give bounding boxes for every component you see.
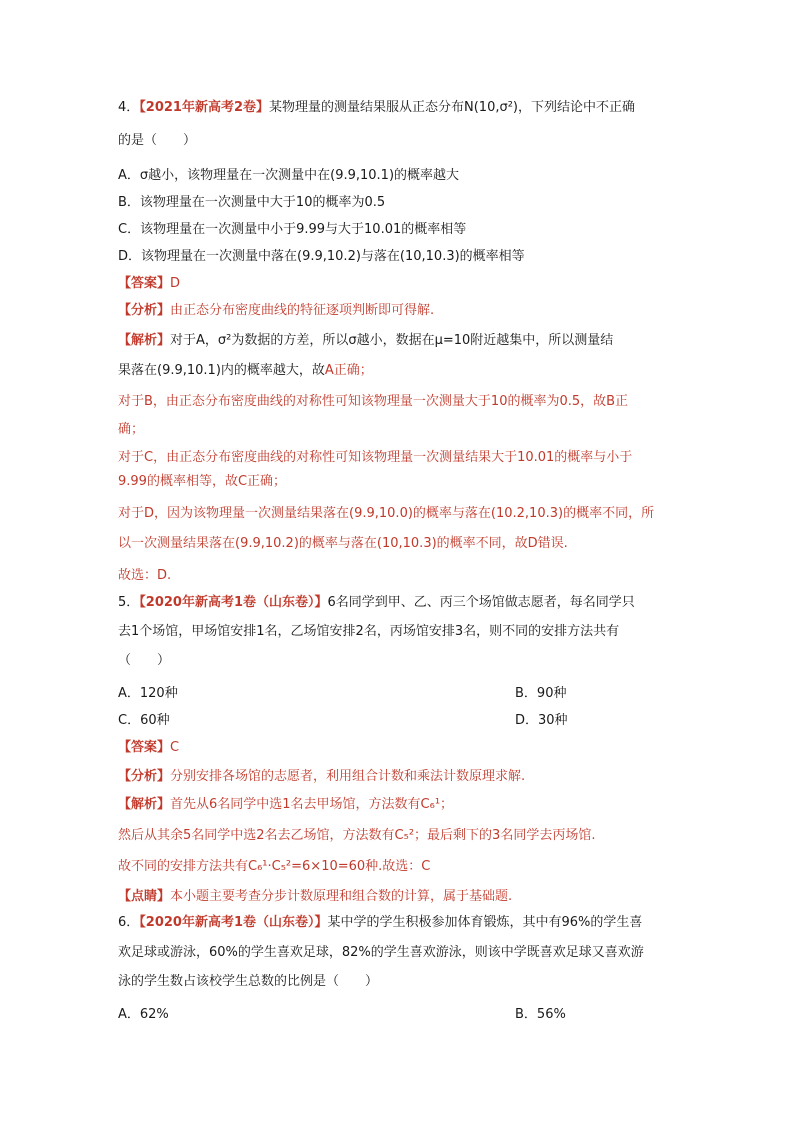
q6-source: 【2020年新高考1卷（山东卷）】 (139, 915, 328, 930)
q4-solution-2b: A正确； (324, 363, 373, 378)
q4-source: 【2021年新高考2卷】 (139, 100, 270, 115)
q5-option-c: C．60种 (118, 713, 170, 728)
q5-solution-tag: 【解析】 (118, 797, 171, 812)
q4-option-d: D．该物理量在一次测量中落在(9.9,10.2)与落在(10,10.3)的概率相等 (118, 249, 525, 264)
q4-number: 4． (118, 100, 140, 115)
q5-analysis-tag: 【分析】 (118, 769, 171, 784)
q4-analysis-tag: 【分析】 (118, 303, 171, 318)
q4-solution-line-4: 确； (118, 422, 145, 437)
q6-stem-line-1 (118, 913, 714, 933)
q6-options-row-1 (118, 1005, 714, 1025)
q4-solution-line-2 (118, 361, 714, 381)
q4-answer: D (170, 276, 181, 291)
q5-stem-line-3: （ ） (118, 653, 171, 668)
q4-analysis-line (118, 301, 714, 321)
q5-option-d: D．30种 (515, 713, 568, 728)
q5-source: 【2020年新高考1卷（山东卷）】 (139, 595, 328, 610)
q4-answer-line (118, 274, 714, 294)
q4-option-b: B．该物理量在一次测量中大于10的概率为0.5 (118, 195, 386, 210)
q5-stem-1: 6名同学到甲、乙、丙三个场馆做志愿者，每名同学只 (327, 595, 635, 610)
q4-solution-line-7: 对于D，因为该物理量一次测量结果落在(9.9,10.0)的概率与落在(10.2,10.3)的概率不同，所 (118, 506, 655, 521)
q4-option-a: A．σ越小，该物理量在一次测量中在(9.9,10.1)的概率越大 (118, 168, 460, 183)
q4-stem-1: 某物理量的测量结果服从正态分布N(10,σ²)，下列结论中不正确 (269, 100, 636, 115)
q4-stem-line-1 (118, 98, 714, 118)
q4-stem-line-2 (118, 131, 714, 151)
q5-stem-line-1 (118, 593, 714, 613)
q5-answer: C (170, 740, 180, 755)
q6-number: 6． (118, 915, 140, 930)
q4-solution-line-3: 对于B，由正态分布密度曲线的对称性可知该物理量一次测量大于10的概率为0.5，故B正 (118, 394, 629, 409)
q5-comment-line (118, 887, 714, 907)
q4-solution-line-1 (118, 331, 714, 351)
q5-options-row-1 (118, 684, 714, 704)
q5-comment: 本小题主要考查分步计数原理和组合数的计算，属于基础题. (170, 889, 513, 904)
q4-option-c: C．该物理量在一次测量中小于9.99与大于10.01的概率相等 (118, 222, 467, 237)
q5-solution-line-3: 故不同的安排方法共有C₆¹·C₅²=6×10=60种.故选：C (118, 859, 431, 874)
q6-option-b: B．56% (515, 1007, 566, 1022)
q5-answer-tag: 【答案】 (118, 740, 171, 755)
q5-comment-tag: 【点睛】 (118, 889, 171, 904)
q5-options-row-2 (118, 711, 714, 731)
q5-solution-line-1 (118, 795, 714, 815)
q4-stem-2: 的是（ ） (118, 133, 197, 148)
q4-solution-2a: 果落在(9.9,10.1)内的概率越大，故 (118, 363, 325, 378)
q4-solution-tag: 【解析】 (118, 333, 171, 348)
q5-option-b: B．90种 (515, 686, 567, 701)
q6-option-a: A．62% (118, 1007, 169, 1022)
q4-solution-line-5: 对于C，由正态分布密度曲线的对称性可知该物理量一次测量结果大于10.01的概率与小于 (118, 450, 633, 465)
q4-solution-1: 对于A，σ²为数据的方差，所以σ越小，数据在μ=10附近越集中，所以测量结 (170, 333, 614, 348)
q4-answer-tag: 【答案】 (118, 276, 171, 291)
q5-option-a: A．120种 (118, 686, 178, 701)
q5-stem-line-2: 去1个场馆，甲场馆安排1名，乙场馆安排2名，丙场馆安排3名，则不同的安排方法共有 (118, 624, 620, 639)
q4-solution-line-6: 9.99的概率相等，故C正确； (118, 474, 287, 489)
q5-solution-1: 首先从6名同学中选1名去甲场馆，方法数有C₆¹； (170, 797, 454, 812)
q4-choose: 故选：D. (118, 568, 172, 583)
q4-solution-line-8: 以一次测量结果落在(9.9,10.2)的概率与落在(10,10.3)的概率不同，故D错误. (118, 536, 568, 551)
q4-analysis: 由正态分布密度曲线的特征逐项判断即可得解. (170, 303, 435, 318)
q6-stem-line-2: 欢足球或游泳，60%的学生喜欢足球，82%的学生喜欢游泳，则该中学既喜欢足球又喜欢游 (118, 945, 644, 960)
q6-stem-1: 某中学的学生积极参加体育锻炼，其中有96%的学生喜 (327, 915, 643, 930)
q5-solution-line-2: 然后从其余5名同学中选2名去乙场馆，方法数有C₅²；最后剩下的3名同学去丙场馆. (118, 828, 596, 843)
q5-answer-line (118, 738, 714, 758)
q5-analysis: 分别安排各场馆的志愿者，利用组合计数和乘法计数原理求解. (170, 769, 526, 784)
q5-number: 5． (118, 595, 140, 610)
q5-analysis-line (118, 767, 714, 787)
q6-stem-line-3: 泳的学生数占该校学生总数的比例是（ ） (118, 974, 379, 989)
